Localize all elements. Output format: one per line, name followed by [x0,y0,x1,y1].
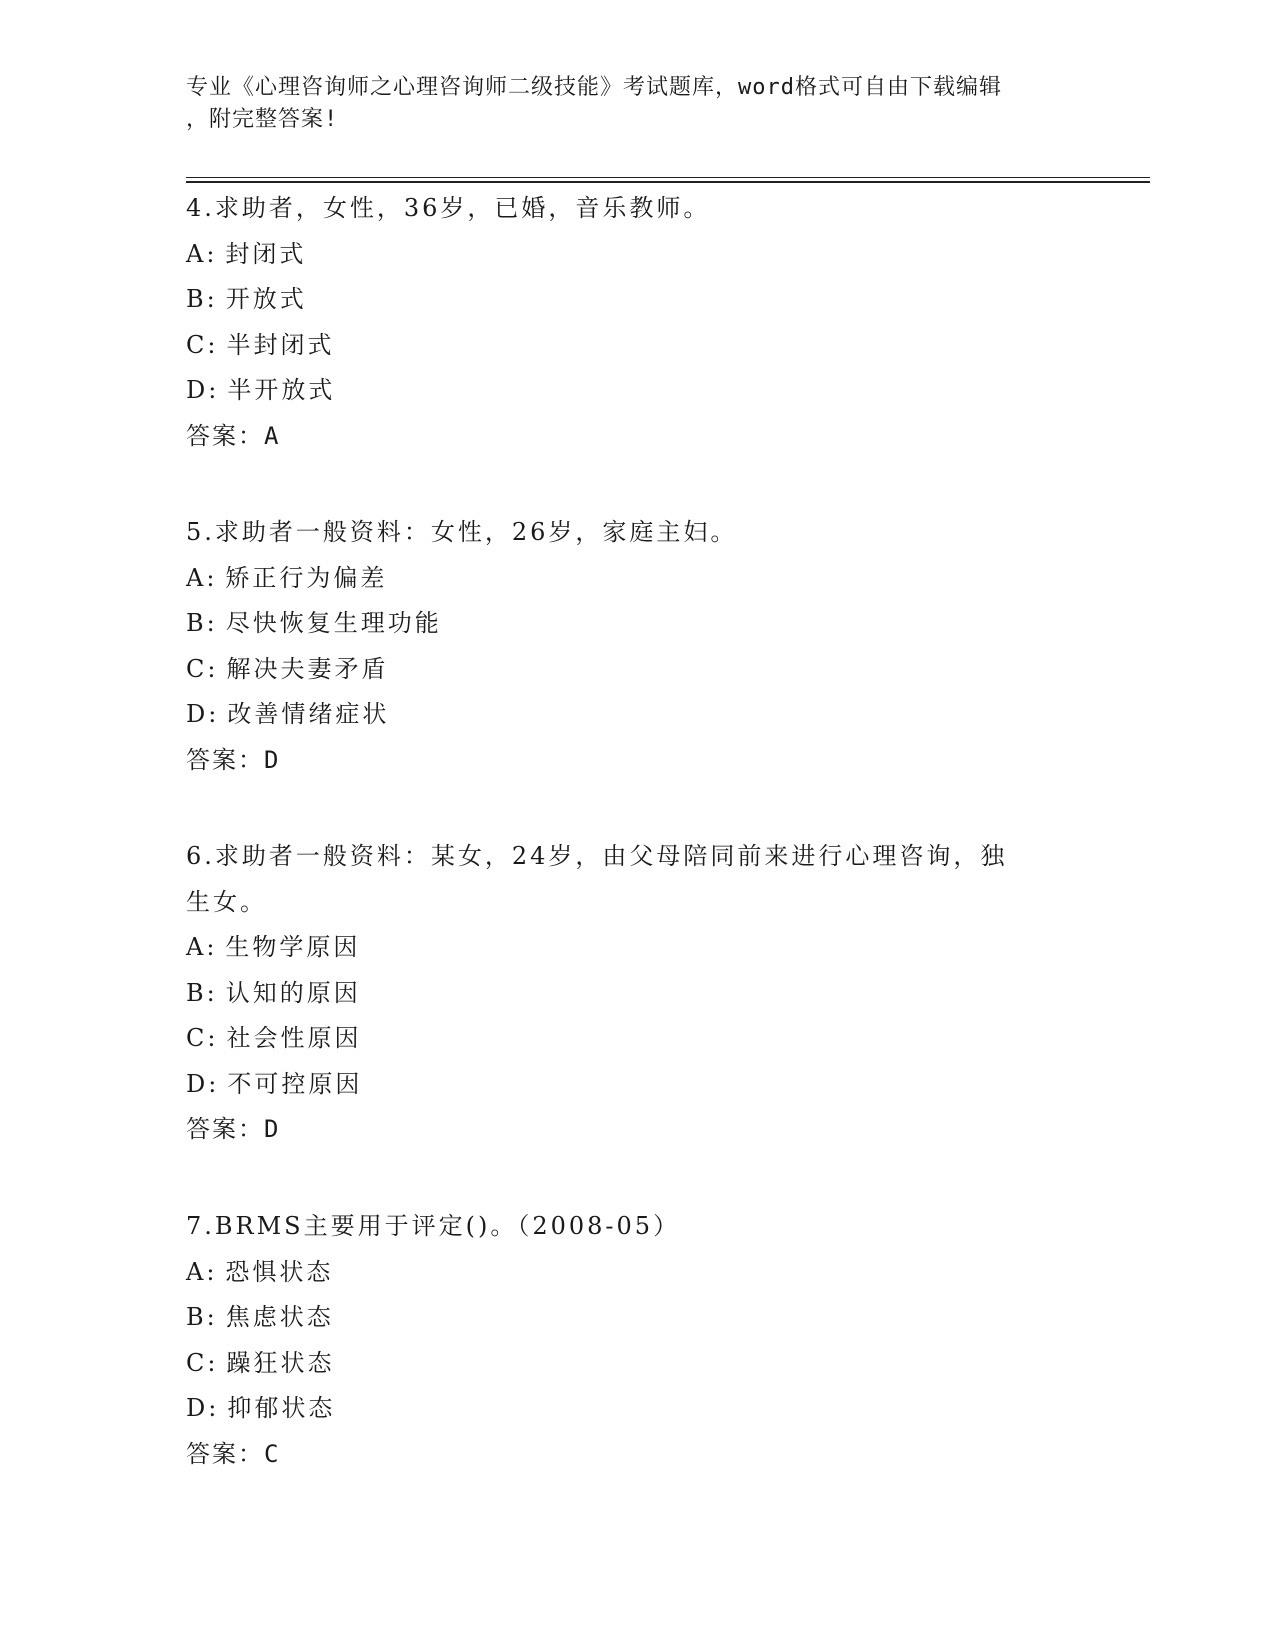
option-a [186,1250,1086,1296]
question-4 [186,186,1086,459]
option-b [186,601,1086,647]
header-divider-thin [186,177,1150,178]
option-key: A: [186,933,218,961]
option-key: D: [186,1069,220,1098]
option-text: 半开放式 [227,376,336,404]
option-key: B: [186,609,218,637]
option-text: 生物学原因 [225,933,361,961]
header-line-1: 专业《心理咨询师之心理咨询师二级技能》考试题库，word格式可自由下载编辑 [186,75,1002,100]
option-b [186,277,1086,323]
option-text: 认知的原因 [225,978,361,1007]
option-text: 矫正行为偏差 [225,563,388,592]
answer-line: 答案：D [186,745,281,774]
option-text: 抑郁状态 [227,1394,336,1422]
option-key: C: [186,654,219,683]
option-d [186,368,1086,414]
option-text: 躁狂状态 [226,1348,335,1377]
option-key: B: [186,285,218,313]
option-text: 解决夫妻矛盾 [226,654,389,683]
option-text: 不可控原因 [227,1069,363,1098]
option-b [186,971,1086,1017]
option-a [186,232,1086,278]
option-text: 封闭式 [225,239,307,268]
option-d [186,692,1086,738]
header-line-2: ，附完整答案! [186,107,339,132]
option-key: A: [186,563,218,592]
question-5 [186,510,1086,783]
answer-line: 答案：C [186,1439,281,1468]
option-d [186,1386,1086,1432]
header-divider-thick [186,181,1150,183]
option-d [186,1062,1086,1108]
option-c [186,323,1086,369]
option-text: 半封闭式 [226,330,335,359]
option-c [186,1341,1086,1387]
question-6 [186,834,1086,1153]
answer-line: 答案：A [186,421,281,450]
option-key: A: [186,1257,218,1286]
option-key: B: [186,978,218,1007]
option-text: 尽快恢复生理功能 [225,609,442,637]
document-header [186,72,1066,136]
question-stem-continued: 生女。 [186,887,267,916]
option-b [186,1295,1086,1341]
option-key: D: [186,700,220,728]
option-key: C: [186,330,219,359]
option-c [186,1016,1086,1062]
question-stem: 7.BRMS主要用于评定()。（2008-05） [186,1212,681,1240]
option-key: D: [186,1394,220,1422]
option-key: C: [186,1348,219,1377]
option-text: 恐惧状态 [225,1257,334,1286]
option-a [186,925,1086,971]
option-a [186,556,1086,602]
option-key: C: [186,1024,219,1052]
option-c [186,647,1086,693]
option-text: 社会性原因 [226,1024,362,1052]
question-stem: 4.求助者，女性，36岁，已婚，音乐教师。 [186,194,711,222]
answer-line: 答案：D [186,1115,281,1143]
question-stem: 6.求助者一般资料：某女，24岁，由父母陪同前来进行心理咨询，独 [186,842,1008,870]
question-stem: 5.求助者一般资料：女性，26岁，家庭主妇。 [186,518,738,546]
option-key: D: [186,376,220,404]
question-7 [186,1204,1086,1477]
option-text: 改善情绪症状 [227,700,390,728]
option-text: 开放式 [225,285,307,313]
option-key: B: [186,1303,218,1331]
option-key: A: [186,239,218,268]
option-text: 焦虑状态 [225,1303,334,1331]
